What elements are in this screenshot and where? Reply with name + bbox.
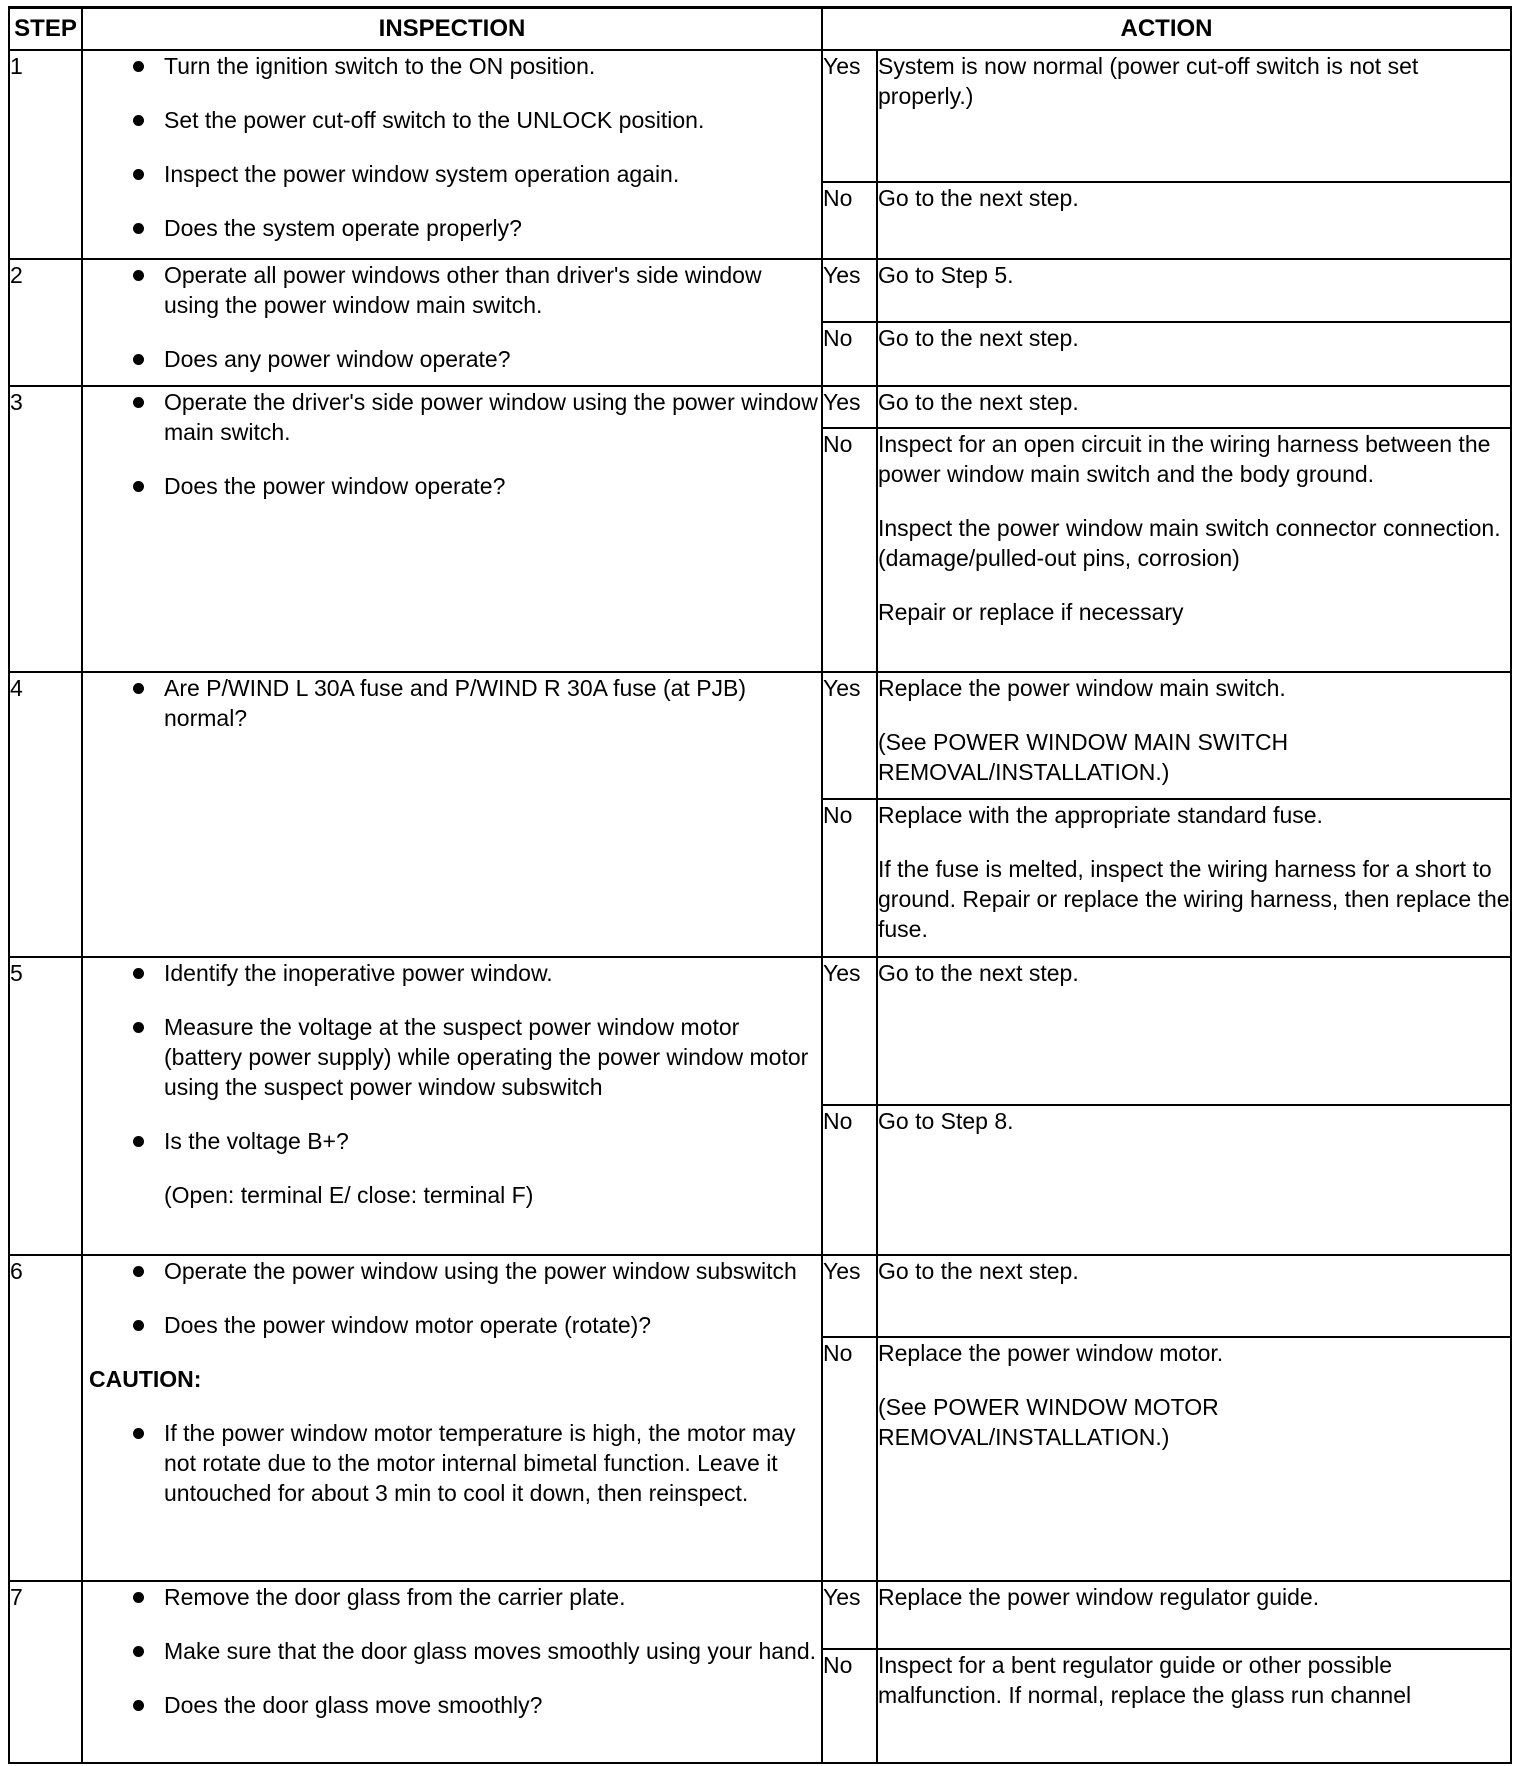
yes-label: Yes	[822, 672, 877, 799]
bullet-icon	[133, 1266, 144, 1277]
inspection-item: Does the door glass move smoothly?	[83, 1690, 821, 1720]
no-label: No	[822, 182, 877, 259]
no-action: Go to the next step.	[877, 182, 1511, 259]
no-label: No	[822, 799, 877, 957]
header-step: STEP	[9, 8, 82, 51]
table-row	[9, 1581, 1511, 1649]
yes-label: Yes	[822, 386, 877, 428]
step-number: 6	[9, 1255, 82, 1581]
yes-label: Yes	[822, 259, 877, 322]
header-action: ACTION	[822, 8, 1511, 51]
bullet-icon	[133, 683, 144, 694]
no-action: Go to the next step.	[877, 322, 1511, 386]
step-number: 2	[9, 259, 82, 386]
bullet-icon	[133, 1136, 144, 1147]
bullet-icon	[133, 968, 144, 979]
caution-item: If the power window motor temperature is high, the motor may not rotate due to the motor internal bimetal function. Leave it untouched for about 3 min to cool it down, then reinspect.	[83, 1418, 821, 1508]
bullet-icon	[133, 1592, 144, 1603]
yes-action: Go to Step 5.	[877, 259, 1511, 322]
no-action: Replace the power window motor. (See POWER WINDOW MOTOR REMOVAL/INSTALLATION.)	[877, 1337, 1511, 1581]
yes-action: Go to the next step.	[877, 1255, 1511, 1337]
inspection-item: Make sure that the door glass moves smoothly using your hand.	[83, 1636, 821, 1666]
inspection-item: Operate the power window using the power window subswitch	[83, 1256, 821, 1286]
yes-action: System is now normal (power cut-off switch is not set properly.)	[877, 50, 1511, 182]
inspection-item: Are P/WIND L 30A fuse and P/WIND R 30A fuse (at PJB) normal?	[83, 673, 821, 733]
inspection-cell	[82, 957, 822, 1255]
table-row	[9, 50, 1511, 182]
no-action: Inspect for a bent regulator guide or other possible malfunction. If normal, replace the glass run channel	[877, 1649, 1511, 1763]
bullet-icon	[133, 223, 144, 234]
table-row	[9, 672, 1511, 799]
inspection-item: Set the power cut-off switch to the UNLOCK position.	[83, 105, 821, 135]
no-label: No	[822, 1105, 877, 1255]
bullet-icon	[133, 481, 144, 492]
inspection-item: Identify the inoperative power window.	[83, 958, 821, 988]
no-action: Inspect for an open circuit in the wiring harness between the power window main switch and the body ground. Inspect the power window main switch connector connection. (damage/pulled-out pins, corrosion) Repair or replace if necessary	[877, 428, 1511, 672]
yes-label: Yes	[822, 957, 877, 1105]
yes-action: Go to the next step.	[877, 386, 1511, 428]
bullet-icon	[133, 1428, 144, 1439]
table-row	[9, 259, 1511, 322]
step-number: 3	[9, 386, 82, 672]
bullet-icon	[133, 270, 144, 281]
inspection-cell	[82, 259, 822, 386]
bullet-icon	[133, 1320, 144, 1331]
step-number: 5	[9, 957, 82, 1255]
table-header-row	[9, 8, 1511, 51]
inspection-item: Measure the voltage at the suspect power window motor (battery power supply) while operating the power window motor using the suspect power window subswitch	[83, 1012, 821, 1102]
bullet-icon	[133, 397, 144, 408]
inspection-item: Operate the driver's side power window using the power window main switch.	[83, 387, 821, 447]
no-label: No	[822, 428, 877, 672]
no-action: Replace with the appropriate standard fuse. If the fuse is melted, inspect the wiring harness for a short to ground. Repair or replace the wiring harness, then replace the fuse.	[877, 799, 1511, 957]
bullet-icon	[133, 1700, 144, 1711]
inspection-item: Does the power window operate?	[83, 471, 821, 501]
no-action: Go to Step 8.	[877, 1105, 1511, 1255]
inspection-item: Remove the door glass from the carrier plate.	[83, 1582, 821, 1612]
step-number: 4	[9, 672, 82, 957]
inspection-cell	[82, 1255, 822, 1581]
caution-heading: CAUTION:	[89, 1366, 202, 1392]
header-inspection: INSPECTION	[82, 8, 822, 51]
yes-action: Go to the next step.	[877, 957, 1511, 1105]
inspection-note: (Open: terminal E/ close: terminal F)	[164, 1182, 534, 1208]
table-row	[9, 957, 1511, 1105]
step-number: 7	[9, 1581, 82, 1763]
inspection-cell	[82, 50, 822, 259]
inspection-item: Operate all power windows other than driver's side window using the power window main switch.	[83, 260, 821, 320]
inspection-cell	[82, 1581, 822, 1763]
bullet-icon	[133, 354, 144, 365]
yes-label: Yes	[822, 1255, 877, 1337]
inspection-item: Does any power window operate?	[83, 344, 821, 374]
table-row	[9, 386, 1511, 428]
no-label: No	[822, 322, 877, 386]
no-label: No	[822, 1649, 877, 1763]
yes-label: Yes	[822, 1581, 877, 1649]
inspection-cell	[82, 386, 822, 672]
step-number: 1	[9, 50, 82, 259]
inspection-item: Is the voltage B+?	[83, 1126, 821, 1156]
no-label: No	[822, 1337, 877, 1581]
inspection-item: Does the power window motor operate (rotate)?	[83, 1310, 821, 1340]
inspection-item: Turn the ignition switch to the ON position.	[83, 51, 821, 81]
yes-action: Replace the power window main switch. (See POWER WINDOW MAIN SWITCH REMOVAL/INSTALLATION.)	[877, 672, 1511, 799]
bullet-icon	[133, 1022, 144, 1033]
inspection-item: Does the system operate properly?	[83, 213, 821, 243]
inspection-cell	[82, 672, 822, 957]
bullet-icon	[133, 169, 144, 180]
yes-label: Yes	[822, 50, 877, 182]
yes-action: Replace the power window regulator guide.	[877, 1581, 1511, 1649]
bullet-icon	[133, 115, 144, 126]
bullet-icon	[133, 61, 144, 72]
inspection-item: Inspect the power window system operation again.	[83, 159, 821, 189]
bullet-icon	[133, 1646, 144, 1657]
diagnostic-table	[8, 6, 1512, 1764]
table-row	[9, 1255, 1511, 1337]
